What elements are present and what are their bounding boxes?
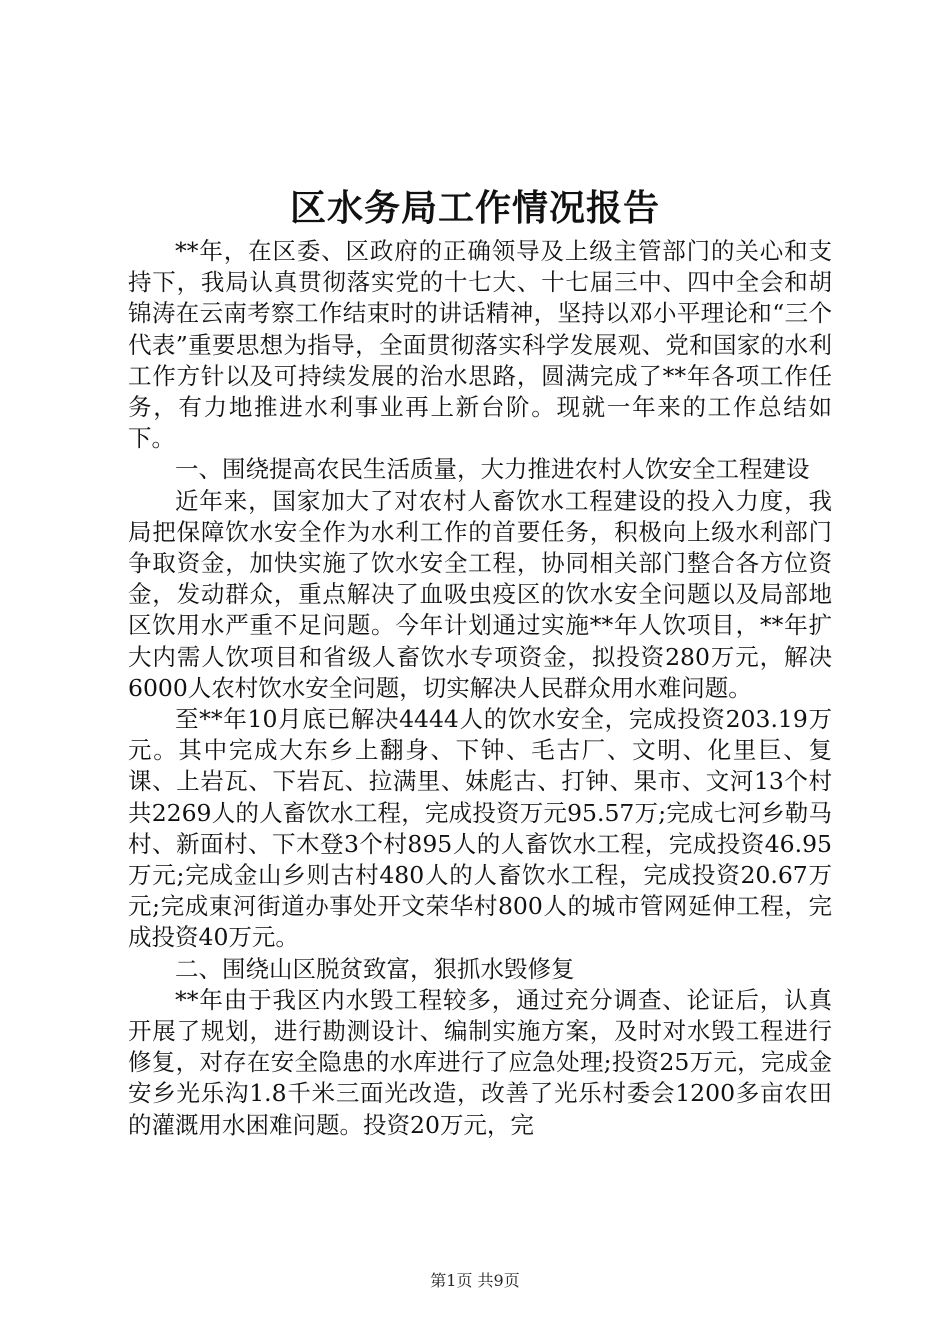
paragraph-section-1-a: 近年来，国家加大了对农村人畜饮水工程建设的投入力度，我局把保障饮水安全作为水利工作的首要任务，积极向上级水利部门争取资金，加快实施了饮水安全工程，协同相关部门整合各方位资金，发动群众，重点解决了血吸虫疫区的饮水安全问题以及局部地区饮用水严重不足问题。今年计划通过实施**年人饮项目，**年扩大内需人饮项目和省级人畜饮水专项资金，拟投资280万元，解决6000人农村饮水安全问题，切实解决人民群众用水难问题。 (128, 486, 832, 702)
section-heading-1: 一、围绕提高农民生活质量，大力推进农村人饮安全工程建设 (175, 455, 810, 484)
page-footer (0, 1270, 950, 1292)
paragraph-section-1-b: 至**年10月底已解决4444人的饮水安全，完成投资203.19万元。其中完成大东乡上翻身、下钟、毛古厂、文明、化里巨、复课、上岩瓦、下岩瓦、拉满里、妹彪古、打钟、果市、文河13个村共2269人的人畜饮水工程，完成投资万元95.57万;完成七河乡勒马村、新面村、下木登3个村895人的人畜饮水工程，完成投资46.95万元;完成金山乡则古村480人的人畜饮水工程，完成投资20.67万元;完成東河街道办事处开文荣华村800人的城市管网延伸工程，完成投资40万元。 (128, 705, 832, 952)
document-body (128, 236, 832, 1141)
document-title: 区水务局工作情况报告 (289, 187, 660, 229)
paragraph-intro: **年，在区委、区政府的正确领导及上级主管部门的关心和支持下，我局认真贯彻落实党的十七大、十七届三中、四中全会和胡锦涛在云南考察工作结束时的讲话精神，坚持以邓小平理论和“三个代表”重要思想为指导，全面贯彻落实科学发展观、党和国家的水利工作方针以及可持续发展的治水思路，圆满完成了**年各项工作任务，有力地推进水利事业再上新台阶。现就一年来的工作总结如下。 (128, 237, 832, 453)
section-heading-2: 二、围绕山区脱贫致富，狠抓水毁修复 (175, 954, 575, 983)
paragraph-section-2-a: **年由于我区内水毁工程较多，通过充分调查、论证后，认真开展了规划，进行勘测设计、编制实施方案，及时对水毁工程进行修复，对存在安全隐患的水库进行了应急处理;投资25万元，完成金安乡光乐沟1.8千米三面光改造，改善了光乐村委会1200多亩农田的灌溉用水困难问题。投资20万元，完 (128, 985, 832, 1139)
page-total: 共9页 (477, 1271, 520, 1290)
page-number: 第1页 (430, 1271, 473, 1290)
